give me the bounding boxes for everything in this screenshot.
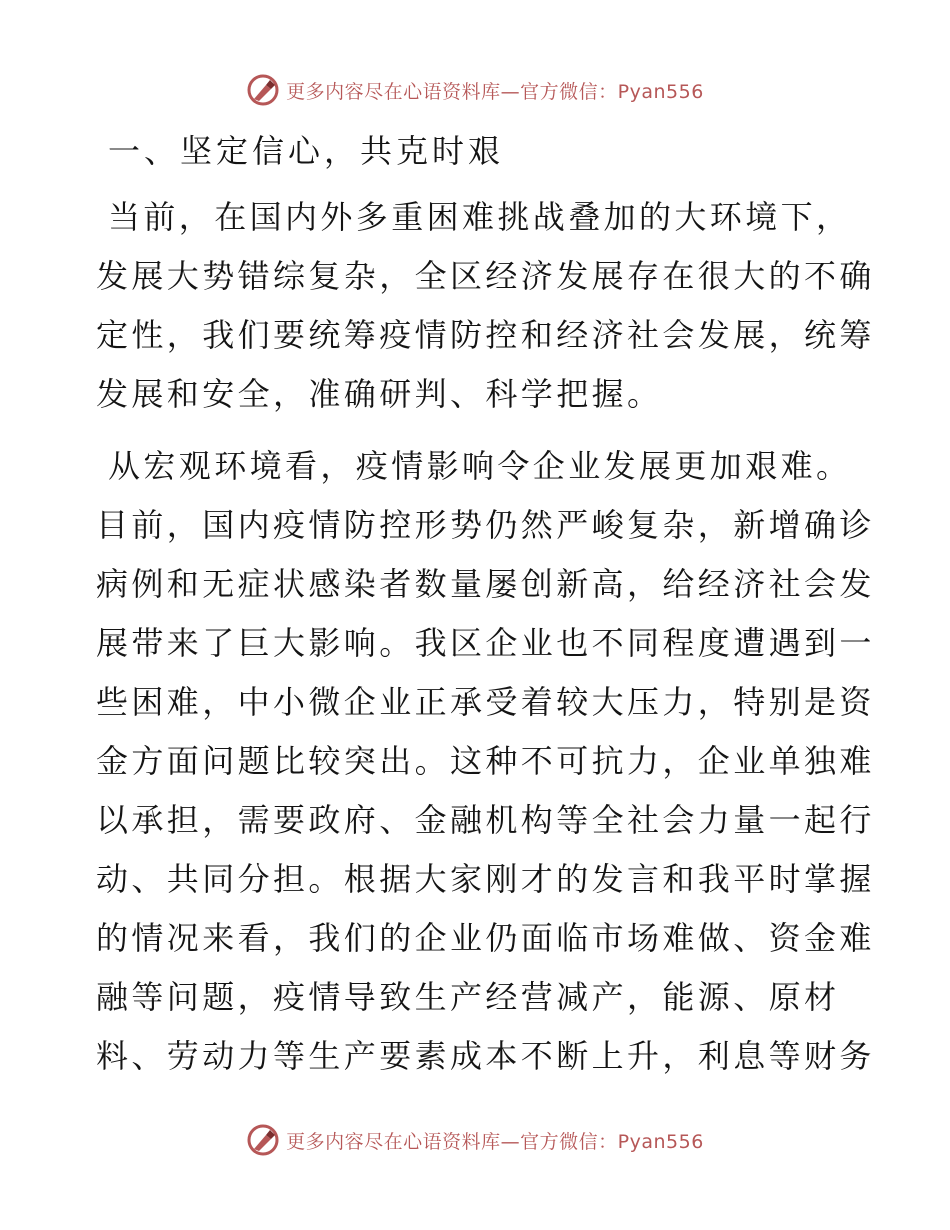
body-line-14: 融等问题，疫情导致生产经营减产，能源、原材 [96,978,840,1016]
pen-nib-logo-icon [246,73,280,107]
section-heading: 一、坚定信心，共克时艰 [108,132,505,170]
body-line-12: 动、共同分担。根据大家刚才的发言和我平时掌握 [96,860,875,898]
body-line-11: 以承担，需要政府、金融机构等全社会力量一起行 [96,801,875,839]
body-line-9: 些困难，中小微企业正承受着较大压力，特别是资 [96,683,875,721]
watermark-text: 更多内容尽在心语资料库—官方微信：Pyan556 [286,1130,704,1153]
body-line-5: 从宏观环境看，疫情影响令企业发展更加艰难。 [108,447,852,485]
watermark-banner-bottom [0,1120,950,1160]
body-line-6: 目前，国内疫情防控形势仍然严峻复杂，新增确诊 [96,506,875,544]
body-line-10: 金方面问题比较突出。这种不可抗力，企业单独难 [96,742,875,780]
pen-nib-logo-icon [246,1123,280,1157]
body-line-4: 发展和安全，准确研判、科学把握。 [96,375,663,413]
body-line-8: 展带来了巨大影响。我区企业也不同程度遭遇到一 [96,624,875,662]
body-line-13: 的情况来看，我们的企业仍面临市场难做、资金难 [96,919,875,957]
body-line-3: 定性，我们要统筹疫情防控和经济社会发展，统筹 [96,316,875,354]
watermark-banner-top [0,70,950,110]
watermark-text: 更多内容尽在心语资料库—官方微信：Pyan556 [286,80,704,103]
body-line-1: 当前，在国内外多重困难挑战叠加的大环境下， [108,198,852,236]
body-line-7: 病例和无症状感染者数量屡创新高，给经济社会发 [96,565,875,603]
body-line-15: 料、劳动力等生产要素成本不断上升，利息等财务 [96,1037,875,1075]
body-line-2: 发展大势错综复杂，全区经济发展存在很大的不确 [96,257,875,295]
